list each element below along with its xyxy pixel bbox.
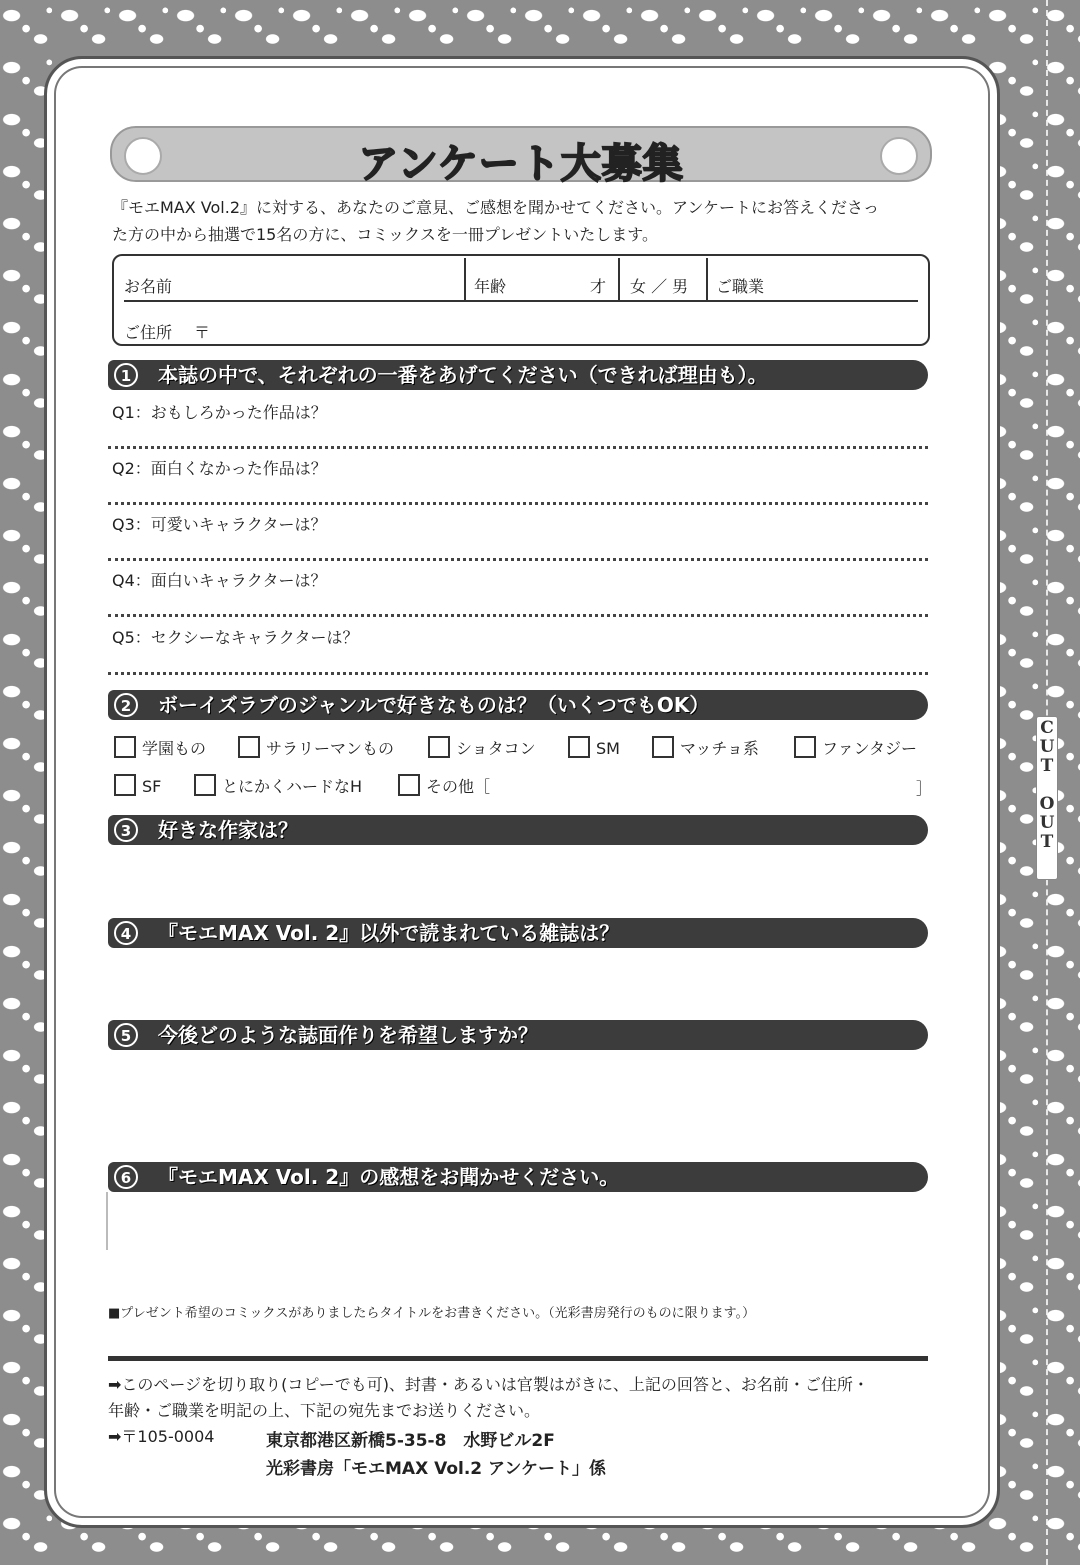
section-4-header <box>108 918 928 948</box>
genre-option[interactable] <box>652 736 759 759</box>
checkbox[interactable] <box>428 736 450 758</box>
section-number: 6 <box>114 1165 138 1189</box>
footer-rule <box>108 1356 928 1361</box>
answer-line-5[interactable] <box>108 672 928 675</box>
genre-option[interactable] <box>794 736 917 759</box>
instruction-line-1: ➡このページを切り取り(コピーでも可)、封書・あるいは官製はがきに、上記の回答と、お名前・ご住所・ <box>108 1375 869 1394</box>
genre-option[interactable] <box>238 736 394 759</box>
question-4: Q4：面白いキャラクターは？ <box>112 571 327 590</box>
section-number: 4 <box>114 921 138 945</box>
section-number: 5 <box>114 1023 138 1047</box>
section-3-header <box>108 815 928 845</box>
personal-info-form <box>112 254 930 346</box>
genre-label: その他［ <box>426 777 491 796</box>
age-field[interactable]: 年齢 <box>474 277 507 296</box>
address-field[interactable]: ご住所 <box>124 323 173 342</box>
divider <box>124 300 918 302</box>
checkbox[interactable] <box>398 774 420 796</box>
postal-code: ➡〒105-0004 <box>108 1427 215 1446</box>
section-title: 『モエMAX Vol. 2』以外で読まれている雑誌は？ <box>158 921 620 945</box>
genre-option[interactable] <box>114 774 161 796</box>
question-5: Q5：セクシーなキャラクターは？ <box>112 628 359 647</box>
divider <box>618 258 620 300</box>
occupation-field[interactable]: ご職業 <box>716 277 765 296</box>
genre-option[interactable] <box>428 736 536 759</box>
genre-label: ファンタジー <box>822 739 918 758</box>
cut-out-label: C U T O U T <box>1036 716 1058 880</box>
divider <box>464 258 466 300</box>
gender-field[interactable]: 女 ／ 男 <box>630 277 689 296</box>
genre-label: とにかくハードなH <box>222 777 363 796</box>
checkbox[interactable] <box>194 774 216 796</box>
genre-label: マッチョ系 <box>680 739 759 758</box>
age-unit: 才 <box>590 277 607 296</box>
question-2: Q2：面白くなかった作品は？ <box>112 459 327 478</box>
section-5-header <box>108 1020 928 1050</box>
genre-option-other[interactable] <box>398 774 490 797</box>
postal-mark: 〒 <box>194 323 211 342</box>
genre-label: 学園もの <box>142 739 207 758</box>
present-note: ■プレゼント希望のコミックスがありましたらタイトルをお書きください。（光彩書房発行のものに限ります。） <box>108 1306 756 1321</box>
answer-line-3[interactable] <box>108 558 928 561</box>
answer-line-1[interactable] <box>108 446 928 449</box>
intro-line-1: 『モエMAX Vol.2』に対する、あなたのご意見、ご感想を聞かせてください。アンケートにお答えくださっ <box>112 198 880 217</box>
bracket-close: ］ <box>916 779 933 798</box>
divider <box>706 258 708 300</box>
checkbox[interactable] <box>114 736 136 758</box>
intro-line-2: た方の中から抽選で15名の方に、コミックスを一冊プレゼントいたします。 <box>112 225 658 244</box>
recipient: 光彩書房「モエMAX Vol.2 アンケート」係 <box>266 1459 607 1479</box>
genre-label: サラリーマンもの <box>266 739 395 758</box>
section-number: 1 <box>114 363 138 387</box>
genre-option[interactable] <box>114 736 206 759</box>
section-title: 本誌の中で、それぞれの一番をあげてください（できれば理由も）。 <box>158 363 768 387</box>
section-title: ボーイズラブのジャンルで好きなものは？（いくつでもOK） <box>158 693 710 717</box>
section-number: 2 <box>114 693 138 717</box>
checkbox[interactable] <box>652 736 674 758</box>
answer-line-2[interactable] <box>108 502 928 505</box>
genre-label: ショタコン <box>456 739 536 758</box>
checkbox[interactable] <box>568 736 590 758</box>
answer-line-4[interactable] <box>108 614 928 617</box>
genre-option[interactable] <box>194 774 362 797</box>
section-number: 3 <box>114 818 138 842</box>
page-title: アンケート大募集 <box>358 141 684 187</box>
question-3: Q3：可愛いキャラクターは？ <box>112 515 327 534</box>
genre-option[interactable] <box>568 736 620 758</box>
name-field[interactable]: お名前 <box>124 277 173 296</box>
intro-text <box>112 194 932 248</box>
mailing-address: 東京都港区新橋5-35-8 水野ビル2F <box>266 1431 555 1451</box>
genre-label: SF <box>142 777 162 796</box>
checkbox[interactable] <box>114 774 136 796</box>
checkbox[interactable] <box>794 736 816 758</box>
section-1-header <box>108 360 928 390</box>
question-1: Q1：おもしろかった作品は？ <box>112 403 327 422</box>
answer-area-edge <box>106 1192 108 1250</box>
genre-label: SM <box>596 739 620 758</box>
section-title: 好きな作家は？ <box>158 818 298 842</box>
section-6-header <box>108 1162 928 1192</box>
checkbox[interactable] <box>238 736 260 758</box>
section-2-header <box>108 690 928 720</box>
section-title: 『モエMAX Vol. 2』の感想をお聞かせください。 <box>158 1165 620 1189</box>
section-title: 今後どのような誌面作りを希望しますか？ <box>158 1023 538 1047</box>
title-banner <box>110 126 932 187</box>
instruction-line-2: 年齢・ご職業を明記の上、下記の宛先までお送りください。 <box>108 1401 541 1420</box>
